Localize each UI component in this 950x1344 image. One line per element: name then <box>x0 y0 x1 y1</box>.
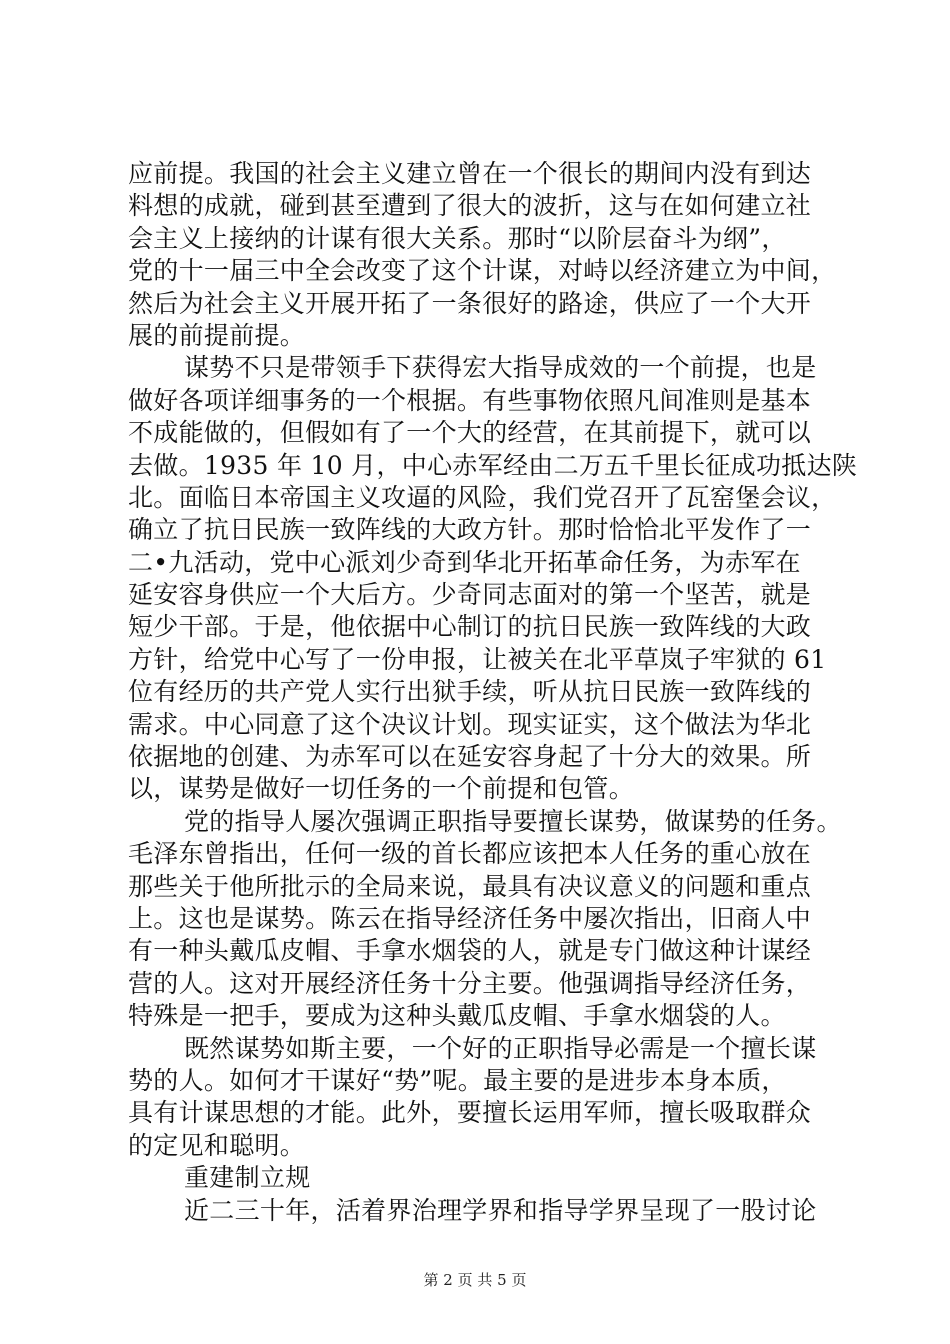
text-line: 应前提。我国的社会主义建立曾在一个很长的期间内没有到达 <box>128 159 812 188</box>
document-body <box>128 158 858 1227</box>
text-line: 展的前提前提。 <box>128 320 306 350</box>
text-line: 确立了抗日民族一致阵线的大政方针。那时恰恰北平发作了一 <box>128 515 812 545</box>
paragraph-start-line: 既然谋势如斯主要，一个好的正职指导必需是一个擅长谋 <box>184 1033 817 1063</box>
text-line: 然后为社会主义开展开拓了一条很好的路途，供应了一个大开 <box>128 288 812 318</box>
text-line: 北。面临日本帝国主义攻逼的风险，我们党召开了瓦窑堡会议， <box>128 482 837 512</box>
text-line: 需求。中心同意了这个决议计划。现实证实，这个做法为华北 <box>128 709 812 739</box>
text-line: 有一种头戴瓜皮帽、手拿水烟袋的人，就是专门做这种计谋经 <box>128 936 812 966</box>
text-line: 特殊是一把手，要成为这种头戴瓜皮帽、手拿水烟袋的人。 <box>128 1001 786 1031</box>
text-line: 上。这也是谋势。陈云在指导经济任务中屡次指出，旧商人中 <box>128 903 812 933</box>
text-line: 依据地的创建、为赤军可以在延安容身起了十分大的效果。所 <box>128 742 812 772</box>
text-line: 那些关于他所批示的全局来说，最具有决议意义的问题和重点 <box>128 871 812 901</box>
text-line: 料想的成就，碰到甚至遭到了很大的波折，这与在如何建立社 <box>128 191 812 221</box>
text-line: 营的人。这对开展经济任务十分主要。他强调指导经济任务， <box>128 968 812 998</box>
text-line: 二•九活动，党中心派刘少奇到华北开拓革命任务，为赤军在 <box>128 547 801 577</box>
text-line: 会主义上接纳的计谋有很大关系。那时“以阶层奋斗为纲”， <box>128 223 787 253</box>
text-line: 延安容身供应一个大后方。少奇同志面对的第一个坚苦，就是 <box>128 580 812 610</box>
text-line: 以，谋势是做好一切任务的一个前提和包管。 <box>128 774 635 804</box>
text-line: 去做。1935 年 10 月，中心赤军经由二万五千里长征成功抵达陕 <box>128 450 858 480</box>
text-line: 具有计谋思想的才能。此外，要擅长运用军师，擅长吸取群众 <box>128 1098 812 1128</box>
text-line: 党的十一届三中全会改变了这个计谋，对峙以经济建立为中间， <box>128 256 837 286</box>
text-line: 的定见和聪明。 <box>128 1130 306 1160</box>
page-number-label: 第 2 页 共 5 页 <box>423 1271 527 1289</box>
text-line: 势的人。如何才干谋好“势”呢。最主要的是进步本身本质， <box>128 1065 787 1095</box>
paragraph-start-line: 党的指导人屡次强调正职指导要擅长谋势，做谋势的任务。 <box>184 806 842 836</box>
text-line: 方针，给党中心写了一份申报，让被关在北平草岚子牢狱的 61 <box>128 644 827 674</box>
paragraph-start-line: 近二三十年，活着界治理学界和指导学界呈现了一股讨论 <box>184 1195 817 1225</box>
page-footer <box>0 1270 950 1290</box>
text-line: 不成能做的，但假如有了一个大的经营，在其前提下，就可以 <box>128 418 812 448</box>
section-heading: 重建制立规 <box>184 1163 311 1193</box>
paragraph-start-line: 谋势不只是带领手下获得宏大指导成效的一个前提，也是 <box>184 353 817 383</box>
text-line: 毛泽东曾指出，任何一级的首长都应该把本人任务的重心放在 <box>128 839 812 869</box>
text-line: 位有经历的共产党人实行出狱手续，听从抗日民族一致阵线的 <box>128 677 812 707</box>
text-line: 做好各项详细事务的一个根据。有些事物依照凡间准则是基本 <box>128 385 812 415</box>
text-line: 短少干部。于是，他依据中心制订的抗日民族一致阵线的大政 <box>128 612 812 642</box>
